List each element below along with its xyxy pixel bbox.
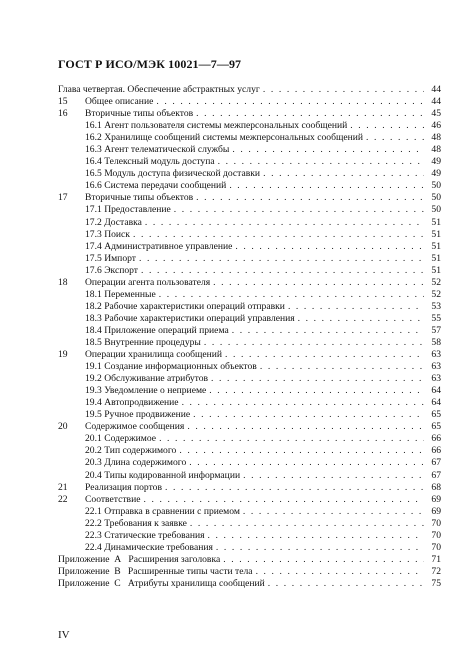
- toc-leader-dots: [232, 144, 424, 156]
- toc-entry-page: 64: [431, 385, 441, 397]
- toc-leader-dots: [243, 470, 424, 482]
- toc-entry: [58, 337, 441, 349]
- toc-entry-number: 18: [58, 276, 68, 288]
- toc-entry-title: Приложение В Расширенные типы части тела: [58, 565, 253, 577]
- toc-entry-page: 51: [431, 252, 441, 264]
- toc-entry: [58, 289, 441, 301]
- toc-entry: [58, 518, 441, 530]
- toc-entry-page: 52: [431, 276, 441, 288]
- toc-entry: [58, 168, 441, 180]
- toc-entry-page: 44: [431, 84, 441, 95]
- toc-leader-dots: [179, 445, 424, 457]
- toc-entry-title: 20.4 Типы кодированной информации: [85, 469, 241, 481]
- toc-entry-title: Содержимое сообщения: [85, 421, 185, 433]
- toc-entry-number: 20: [58, 421, 68, 433]
- toc-entry: [58, 84, 441, 96]
- toc-entry-title: Глава четвертая. Обеспечение абстрактных услуг: [58, 84, 260, 95]
- toc-entry: [58, 506, 441, 518]
- toc-entry-title: 19.2 Обслуживание атрибутов: [85, 373, 209, 385]
- toc-entry-page: 46: [431, 120, 441, 132]
- toc-entry-title: Приложение А Расширения заголовка: [58, 553, 221, 565]
- toc-leader-dots: [208, 530, 424, 542]
- toc-entry-page: 50: [431, 192, 441, 204]
- toc-leader-dots: [156, 96, 424, 108]
- toc-leader-dots: [260, 361, 424, 373]
- toc-entry-title: 19.3 Уведомление о неприеме: [85, 385, 207, 397]
- toc-entry-title: 17.5 Импорт: [85, 252, 136, 264]
- toc-entry: [58, 96, 441, 108]
- toc-entry-page: 49: [431, 168, 441, 180]
- toc-entry-title: 17.1 Предоставление: [85, 204, 171, 216]
- toc-leader-dots: [243, 506, 424, 518]
- toc-entry: [58, 241, 441, 253]
- toc-entry: [58, 132, 441, 144]
- toc-entry: [58, 470, 441, 482]
- toc-entry-title: 16.4 Телексный модуль доступа: [85, 156, 215, 168]
- toc-entry-title: Реализация портов: [85, 481, 162, 493]
- toc-leader-dots: [196, 192, 424, 204]
- toc-entry-title: 17.2 Доставка: [85, 216, 142, 228]
- toc-leader-dots: [145, 217, 424, 229]
- toc-entry-title: 19.5 Ручное продвижение: [85, 409, 191, 421]
- toc-entry-title: 16.5 Модуль доступа физической доставки: [85, 168, 261, 180]
- toc-entry-title: 22.1 Отправка в сравнении с приемом: [85, 505, 240, 517]
- toc-entry-title: Вторичные типы объектов: [85, 192, 194, 204]
- toc-entry-page: 66: [431, 433, 441, 445]
- toc-entry-title: 17.6 Экспорт: [85, 264, 138, 276]
- toc-entry-page: 57: [431, 324, 441, 336]
- toc-entry-page: 49: [431, 156, 441, 168]
- toc-entry: [58, 578, 441, 590]
- toc-entry-title: Приложение С Атрибуты хранилища сообщений: [58, 577, 265, 589]
- toc-leader-dots: [225, 349, 424, 361]
- toc-entry: [58, 385, 441, 397]
- toc-entry: [58, 229, 441, 241]
- toc-entry: [58, 554, 441, 566]
- table-of-contents: [58, 84, 441, 590]
- toc-entry: [58, 265, 441, 277]
- toc-entry-page: 58: [431, 336, 441, 348]
- page-number: IV: [58, 629, 70, 641]
- toc-entry-page: 69: [431, 505, 441, 517]
- toc-entry: [58, 373, 441, 385]
- toc-leader-dots: [189, 457, 424, 469]
- toc-leader-dots: [263, 84, 424, 96]
- toc-entry: [58, 204, 441, 216]
- toc-entry: [58, 156, 441, 168]
- toc-entry-title: 22.2 Требования к заявке: [85, 517, 187, 529]
- toc-entry: [58, 192, 441, 204]
- toc-entry-title: 17.3 Поиск: [85, 228, 130, 240]
- toc-entry-page: 50: [431, 204, 441, 216]
- toc-entry-number: 16: [58, 108, 68, 120]
- toc-leader-dots: [268, 578, 424, 590]
- toc-entry-title: 20.3 Длина содержимого: [85, 457, 187, 469]
- toc-leader-dots: [366, 132, 424, 144]
- toc-entry-page: 67: [431, 457, 441, 469]
- toc-entry-title: Общее описание: [85, 96, 154, 108]
- toc-leader-dots: [229, 180, 424, 192]
- toc-entry: [58, 277, 441, 289]
- toc-entry: [58, 409, 441, 421]
- toc-leader-dots: [143, 494, 424, 506]
- toc-leader-dots: [350, 120, 424, 132]
- toc-entry-page: 63: [431, 373, 441, 385]
- toc-entry: [58, 433, 441, 445]
- toc-leader-dots: [190, 518, 424, 530]
- toc-leader-dots: [159, 289, 424, 301]
- toc-entry-title: 19.1 Создание информационных объектов: [85, 361, 257, 373]
- toc-entry-page: 48: [431, 132, 441, 144]
- toc-entry-page: 75: [431, 577, 441, 589]
- toc-entry-page: 52: [431, 288, 441, 300]
- toc-entry-number: 19: [58, 349, 68, 361]
- toc-entry-page: 55: [431, 312, 441, 324]
- toc-entry-number: 22: [58, 493, 68, 505]
- toc-entry-page: 65: [431, 409, 441, 421]
- toc-entry-title: 20.2 Тип содержимого: [85, 445, 177, 457]
- toc-leader-dots: [187, 421, 424, 433]
- toc-entry: [58, 108, 441, 120]
- toc-leader-dots: [165, 482, 424, 494]
- toc-leader-dots: [263, 168, 424, 180]
- toc-entry-title: 16.3 Агент телематической службы: [85, 144, 230, 156]
- toc-entry-page: 69: [431, 493, 441, 505]
- toc-entry: [58, 457, 441, 469]
- toc-entry-page: 67: [431, 469, 441, 481]
- toc-leader-dots: [288, 301, 424, 313]
- toc-entry-page: 50: [431, 180, 441, 192]
- toc-leader-dots: [139, 253, 424, 265]
- toc-entry: [58, 361, 441, 373]
- toc-entry-page: 63: [431, 349, 441, 361]
- toc-leader-dots: [159, 433, 424, 445]
- toc-leader-dots: [182, 397, 424, 409]
- toc-entry-page: 72: [431, 565, 441, 577]
- toc-entry-page: 53: [431, 300, 441, 312]
- toc-entry-page: 51: [431, 228, 441, 240]
- toc-entry: [58, 494, 441, 506]
- toc-entry: [58, 349, 441, 361]
- toc-entry-title: 18.5 Внутренние процедуры: [85, 336, 201, 348]
- toc-leader-dots: [196, 108, 424, 120]
- toc-entry-page: 70: [431, 517, 441, 529]
- toc-leader-dots: [256, 566, 424, 578]
- toc-entry: [58, 313, 441, 325]
- toc-entry-title: 18.3 Рабочие характеристики операций управления: [85, 312, 295, 324]
- toc-entry: [58, 566, 441, 578]
- toc-entry: [58, 530, 441, 542]
- toc-entry-page: 51: [431, 240, 441, 252]
- toc-entry-title: 19.4 Автопродвижение: [85, 397, 179, 409]
- toc-entry-title: 17.4 Административное управление: [85, 240, 233, 252]
- toc-entry-title: 18.4 Приложение операций приема: [85, 324, 229, 336]
- toc-entry-number: 17: [58, 192, 68, 204]
- toc-leader-dots: [209, 385, 424, 397]
- toc-leader-dots: [223, 554, 424, 566]
- toc-entry-title: 20.1 Содержимое: [85, 433, 157, 445]
- toc-entry: [58, 144, 441, 156]
- toc-entry-title: Вторичные типы объектов: [85, 108, 194, 120]
- toc-leader-dots: [174, 204, 424, 216]
- toc-leader-dots: [211, 373, 424, 385]
- toc-entry-title: 18.1 Переменные: [85, 288, 156, 300]
- toc-entry-page: 70: [431, 541, 441, 553]
- toc-entry-page: 45: [431, 108, 441, 120]
- toc-entry: [58, 325, 441, 337]
- toc-leader-dots: [232, 325, 424, 337]
- toc-entry-page: 64: [431, 397, 441, 409]
- toc-entry: [58, 482, 441, 494]
- toc-entry-title: 22.4 Динамические требования: [85, 541, 213, 553]
- toc-entry-page: 70: [431, 529, 441, 541]
- toc-leader-dots: [204, 337, 424, 349]
- toc-entry-number: 15: [58, 96, 68, 108]
- toc-entry-title: Операции хранилища сообщений: [85, 349, 223, 361]
- toc-entry-title: Соответствие: [85, 493, 141, 505]
- toc-entry-title: Операции агента пользователя: [85, 276, 211, 288]
- toc-leader-dots: [218, 156, 424, 168]
- toc-entry-page: 63: [431, 361, 441, 373]
- toc-entry-page: 44: [431, 96, 441, 108]
- toc-entry: [58, 120, 441, 132]
- toc-entry: [58, 217, 441, 229]
- toc-entry-title: 16.1 Агент пользователя системы межперсональных сообщений: [85, 120, 348, 132]
- toc-entry-title: 16.2 Хранилище сообщений системы межперсональных сообщений: [85, 132, 363, 144]
- toc-entry-page: 51: [431, 264, 441, 276]
- toc-entry-number: 21: [58, 481, 68, 493]
- toc-entry-page: 68: [431, 481, 441, 493]
- toc-entry-page: 48: [431, 144, 441, 156]
- toc-entry-page: 51: [431, 216, 441, 228]
- toc-leader-dots: [298, 313, 424, 325]
- toc-entry: [58, 180, 441, 192]
- toc-entry-title: 16.6 Система передачи сообщений: [85, 180, 227, 192]
- toc-leader-dots: [133, 229, 424, 241]
- toc-entry-title: 22.3 Статические требования: [85, 529, 205, 541]
- toc-leader-dots: [141, 265, 424, 277]
- toc-entry: [58, 301, 441, 313]
- toc-leader-dots: [213, 277, 424, 289]
- toc-entry-page: 66: [431, 445, 441, 457]
- toc-entry: [58, 421, 441, 433]
- toc-leader-dots: [235, 241, 424, 253]
- toc-entry: [58, 542, 441, 554]
- toc-entry: [58, 397, 441, 409]
- toc-entry: [58, 253, 441, 265]
- toc-leader-dots: [193, 409, 424, 421]
- toc-leader-dots: [216, 542, 424, 554]
- toc-entry: [58, 445, 441, 457]
- toc-entry-page: 71: [431, 553, 441, 565]
- document-header: ГОСТ Р ИСО/МЭК 10021—7—97: [58, 57, 242, 71]
- toc-entry-page: 65: [431, 421, 441, 433]
- toc-entry-title: 18.2 Рабочие характеристики операций отправки: [85, 300, 285, 312]
